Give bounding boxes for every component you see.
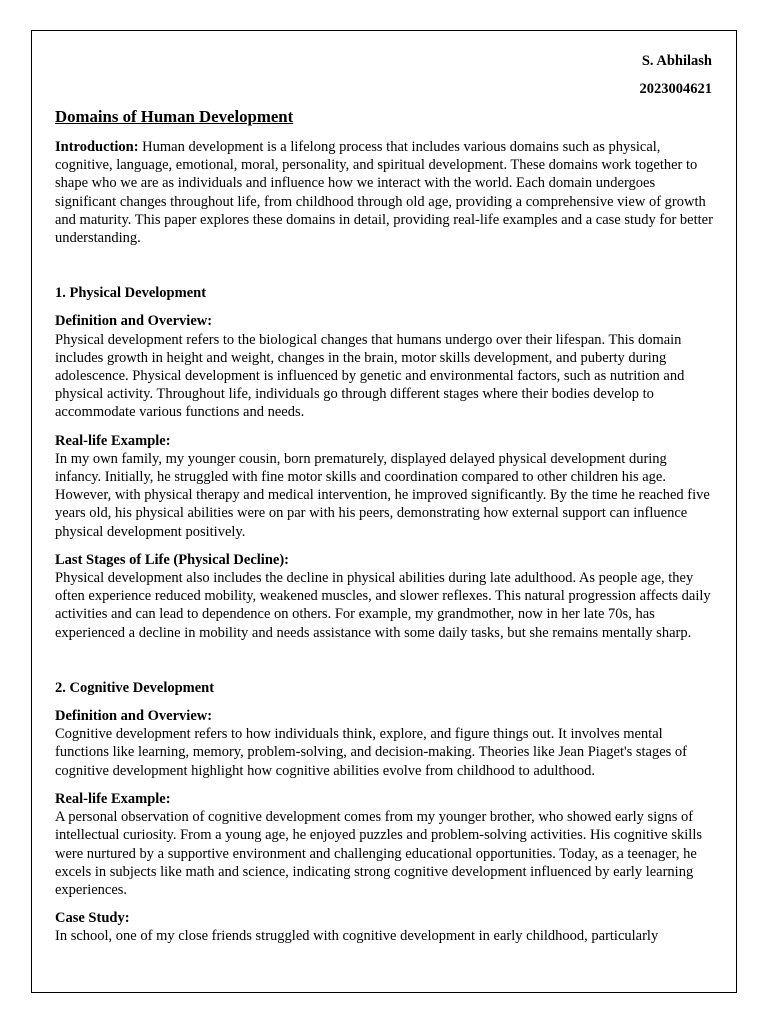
subsection-label: Real-life Example: (55, 790, 171, 807)
section-heading: 2. Cognitive Development (55, 679, 215, 696)
subsection-real-life-example (55, 790, 715, 899)
subsection-case-study (55, 909, 715, 945)
subsection-text: A personal observation of cognitive development comes from my younger brother, who showed early signs of intellectual curiosity. From a young age, he enjoyed puzzles and problem-solving activities. His cognitive skills were nurtured by a supportive environment and challenging educational opportunities. Today, as a teenager, he excels in subjects like math and science, indicating strong cognitive development influenced by early learning experiences. (55, 809, 702, 898)
subsection-text: In school, one of my close friends struggled with cognitive development in early childhood, particularly (55, 928, 659, 945)
section-heading: 1. Physical Development (55, 285, 207, 302)
subsection-definition (55, 312, 715, 421)
subsection-text: In my own family, my younger cousin, born prematurely, displayed delayed physical development during infancy. Initially, he struggled with fine motor skills and coordination compared to other children his age. However, with physical therapy and medical intervention, he improved significantly. By the time he reached five years old, his physical abilities were on par with his peers, demonstrating how external support can influence physical development positively. (55, 450, 710, 540)
document-title: Domains of Human Development (55, 107, 294, 126)
section-cognitive-development (55, 679, 715, 946)
document-body (55, 107, 715, 946)
subsection-real-life-example (55, 432, 715, 541)
subsection-text: Physical development also includes the decline in physical abilities during late adulthood. As people age, they often experience reduced mobility, weakened muscles, and slower reflexes. This natural progression affects daily activities and can lead to dependence on others. For example, my grandmother, now in her late 70s, has experienced a decline in mobility and needs assistance with some daily tasks, but she remains mentally sharp. (55, 570, 711, 641)
subsection-label: Definition and Overview: (55, 313, 213, 330)
document-page (31, 30, 737, 993)
subsection-label: Last Stages of Life (Physical Decline): (55, 551, 289, 568)
intro-paragraph (55, 138, 715, 247)
intro-text: Human development is a lifelong process that includes various domains such as physical, cognitive, language, emotional, moral, personality, and spiritual development. These domains work together to shape who we are as individuals and influence how we interact with the world. Each domain undergoes significant changes throughout life, from childhood through old age, providing a comprehensive view of growth and maturity. This paper explores these domains in detail, providing real-life examples and a case study for better understanding. (55, 139, 713, 247)
author-id: 2023004621 (639, 81, 712, 97)
subsection-label: Real-life Example: (55, 432, 171, 449)
author-name: S. Abhilash (641, 53, 712, 69)
subsection-label: Definition and Overview: (55, 708, 213, 725)
intro-label: Introduction: (55, 139, 139, 155)
subsection-text: Cognitive development refers to how individuals think, explore, and figure things out. It involves mental functions like learning, memory, problem-solving, and decision-making. Theories like Jean Piaget's stages of cognitive development highlight how cognitive abilities evolve from childhood to adulthood. (55, 726, 688, 779)
subsection-text: Physical development refers to the biological changes that humans undergo over their lifespan. This domain includes growth in height and weight, changes in the brain, motor skills development, and puberty during adolescence. Physical development is influenced by genetic and environmental factors, such as nutrition and physical activity. Throughout life, individuals go through different stages where their bodies develop to accommodate various functions and needs. (55, 331, 685, 421)
subsection-label: Case Study: (55, 910, 130, 927)
subsection-physical-decline (55, 551, 715, 642)
section-physical-development (55, 284, 715, 642)
subsection-definition (55, 707, 715, 780)
author-block (640, 52, 713, 98)
